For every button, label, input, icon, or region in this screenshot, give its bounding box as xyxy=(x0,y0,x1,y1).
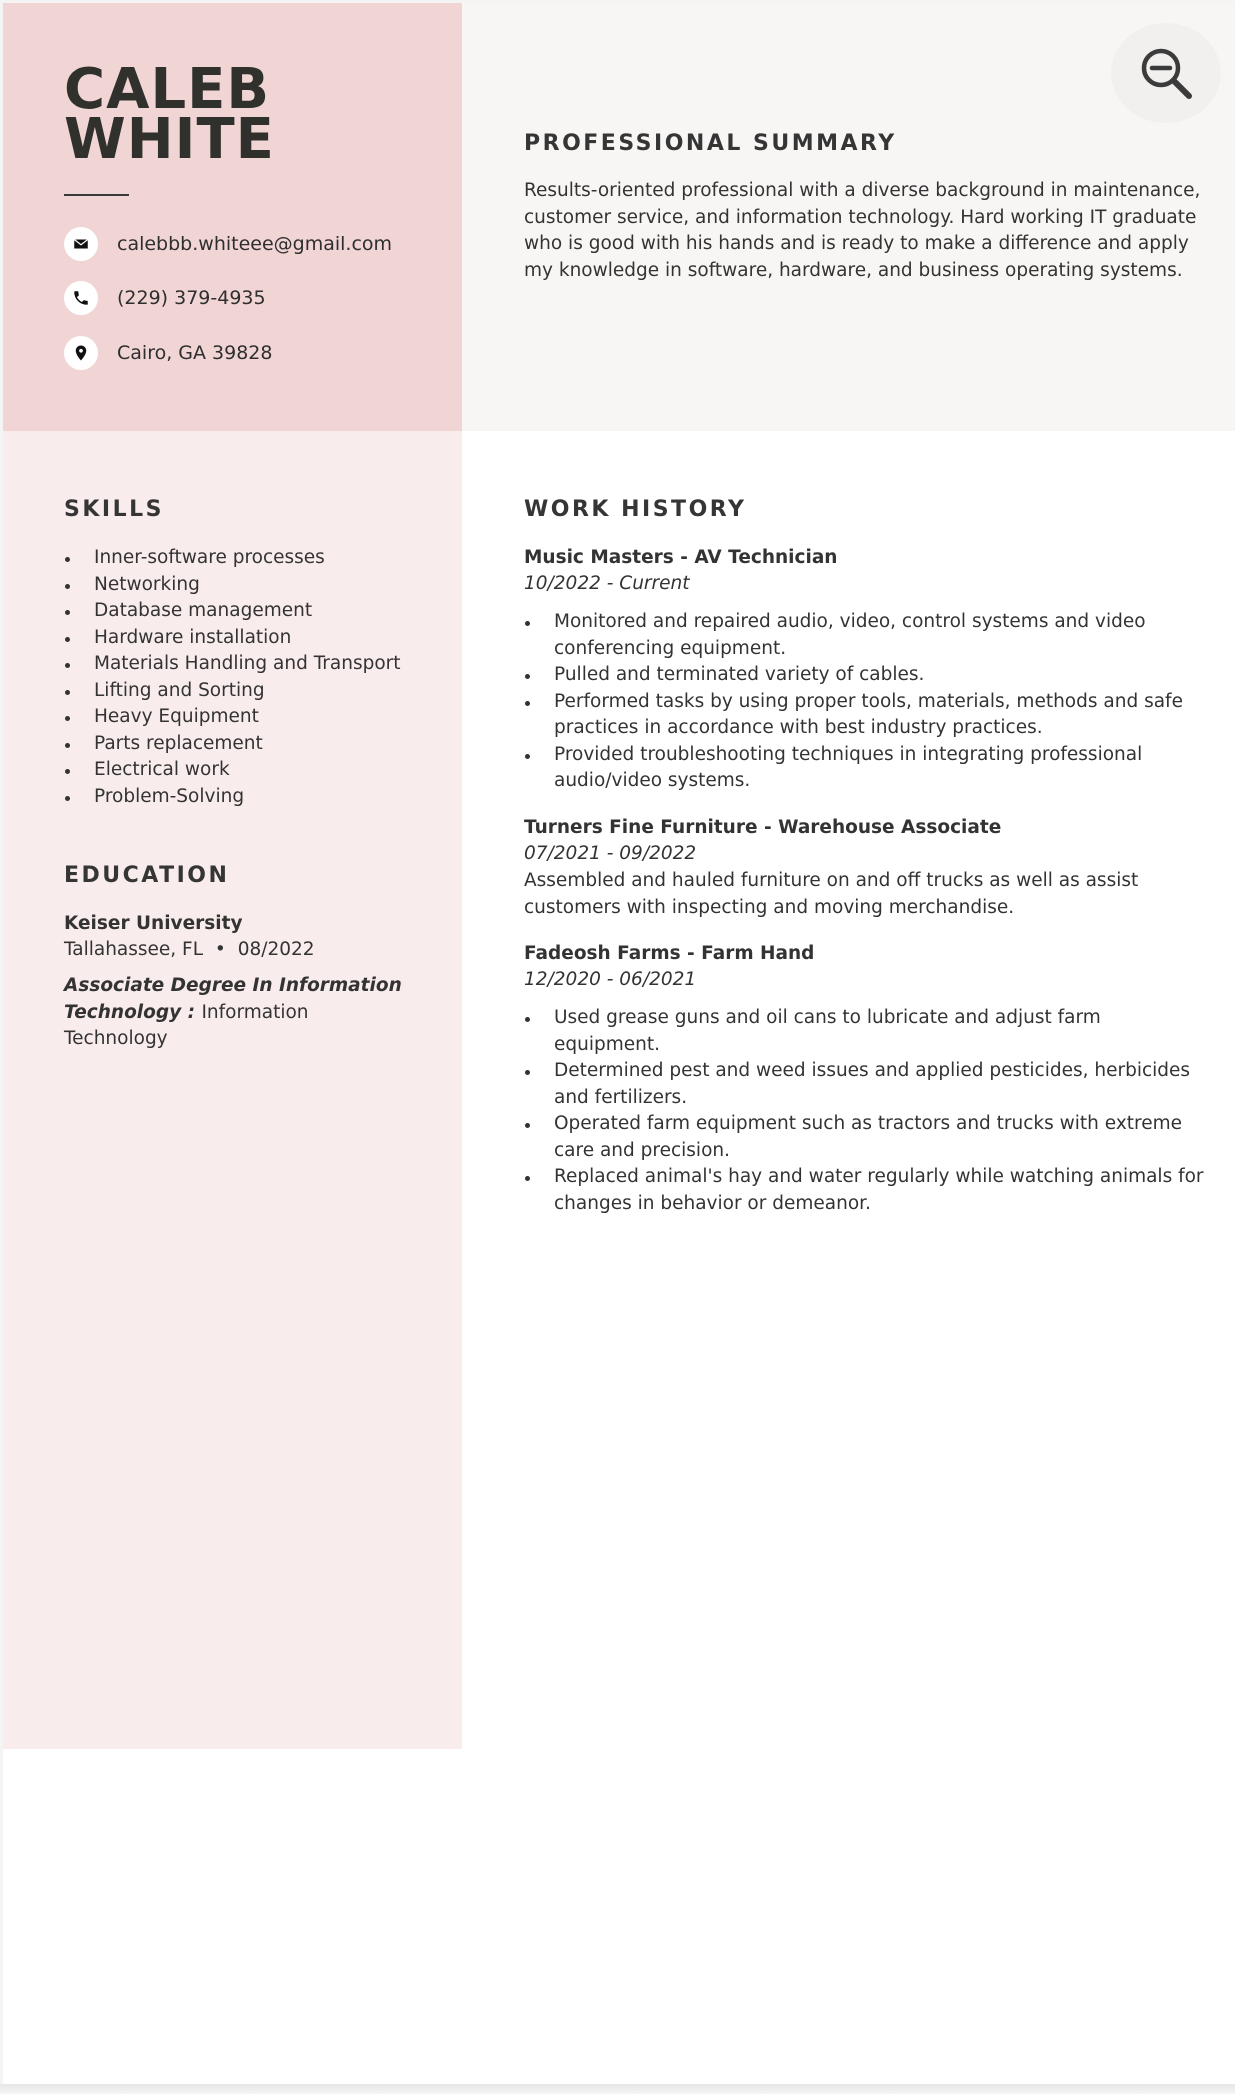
skill-item: Electrical work xyxy=(64,757,444,784)
candidate-name xyxy=(64,57,275,172)
summary-heading: PROFESSIONAL SUMMARY xyxy=(524,131,897,156)
job-bullet: Monitored and repaired audio, video, control systems and video conferencing equipment. xyxy=(524,609,1204,662)
education-location-line xyxy=(64,937,315,963)
skill-item: Inner-software processes xyxy=(64,545,444,572)
education-heading: EDUCATION xyxy=(64,863,230,888)
contact-email xyxy=(64,227,392,261)
job-bullet: Performed tasks by using proper tools, materials, methods and safe practices in accordance with best industry practices. xyxy=(524,689,1204,742)
resume-page xyxy=(3,3,1235,2087)
job-dates: 12/2020 - 06/2021 xyxy=(524,969,697,990)
skill-item: Parts replacement xyxy=(64,731,444,758)
phone-icon xyxy=(64,281,98,315)
first-name: CALEB xyxy=(64,57,271,122)
zoom-out-icon xyxy=(1136,43,1196,103)
job-bullet: Operated farm equipment such as tractors and trucks with extreme care and precision. xyxy=(524,1111,1204,1164)
skills-heading: SKILLS xyxy=(64,497,164,522)
email-text: calebbb.whiteee@gmail.com xyxy=(117,233,393,255)
education-degree-separator: : xyxy=(181,1001,202,1023)
summary-text: Results-oriented professional with a diverse background in maintenance, customer service, and information technology. Hard working IT graduate who is good with his hands and is ready to make a difference and apply my knowledge in software, hardware, and business operating systems. xyxy=(524,180,1201,281)
skill-item: Database management xyxy=(64,598,444,625)
education-separator: • xyxy=(214,939,226,960)
job-bullet: Provided troubleshooting techniques in integrating professional audio/video systems. xyxy=(524,742,1204,795)
skill-item: Networking xyxy=(64,572,444,599)
job-dates: 07/2021 - 09/2022 xyxy=(524,843,697,864)
contact-location xyxy=(64,336,273,370)
job-bullet: Pulled and terminated variety of cables. xyxy=(524,662,1204,689)
skill-item: Hardware installation xyxy=(64,625,444,652)
education-degree: Associate Degree In Information Technology xyxy=(64,975,402,1023)
page-shadow xyxy=(0,2084,1235,2094)
name-divider xyxy=(64,194,129,196)
job-title: Turners Fine Furniture - Warehouse Associate xyxy=(524,817,1002,838)
skill-item: Problem-Solving xyxy=(64,784,444,811)
location-text: Cairo, GA 39828 xyxy=(117,342,273,364)
contact-phone xyxy=(64,281,266,315)
job-bullet: Replaced animal's hay and water regularly while watching animals for changes in behavior or demeanor. xyxy=(524,1164,1204,1217)
map-pin-icon xyxy=(64,336,98,370)
job-bullet: Determined pest and weed issues and applied pesticides, herbicides and fertilizers. xyxy=(524,1058,1204,1111)
skill-item: Materials Handling and Transport xyxy=(64,651,444,678)
phone-text: (229) 379-4935 xyxy=(117,287,266,309)
skill-item: Lifting and Sorting xyxy=(64,678,444,705)
education-field: Information Technology xyxy=(64,1001,309,1049)
work-history-heading: WORK HISTORY xyxy=(524,497,747,522)
job-bullet: Used grease guns and oil cans to lubricate and adjust farm equipment. xyxy=(524,1005,1204,1058)
education-school: Keiser University xyxy=(64,913,243,934)
education-date: 08/2022 xyxy=(237,939,315,960)
zoom-out-button[interactable] xyxy=(1111,23,1221,123)
education-degree-line xyxy=(64,973,404,1053)
job-dates: 10/2022 - Current xyxy=(524,573,690,594)
job-title: Music Masters - AV Technician xyxy=(524,547,838,568)
job-bullets xyxy=(524,1005,1204,1217)
job-bullets xyxy=(524,609,1204,795)
education-location: Tallahassee, FL xyxy=(64,939,204,960)
job-description: Assembled and hauled furniture on and off trucks as well as assist customers with inspecting and moving merchandise. xyxy=(524,870,1139,918)
envelope-icon xyxy=(64,227,98,261)
skills-list xyxy=(64,545,444,810)
skill-item: Heavy Equipment xyxy=(64,704,444,731)
job-title: Fadeosh Farms - Farm Hand xyxy=(524,943,815,964)
last-name: WHITE xyxy=(64,107,275,172)
